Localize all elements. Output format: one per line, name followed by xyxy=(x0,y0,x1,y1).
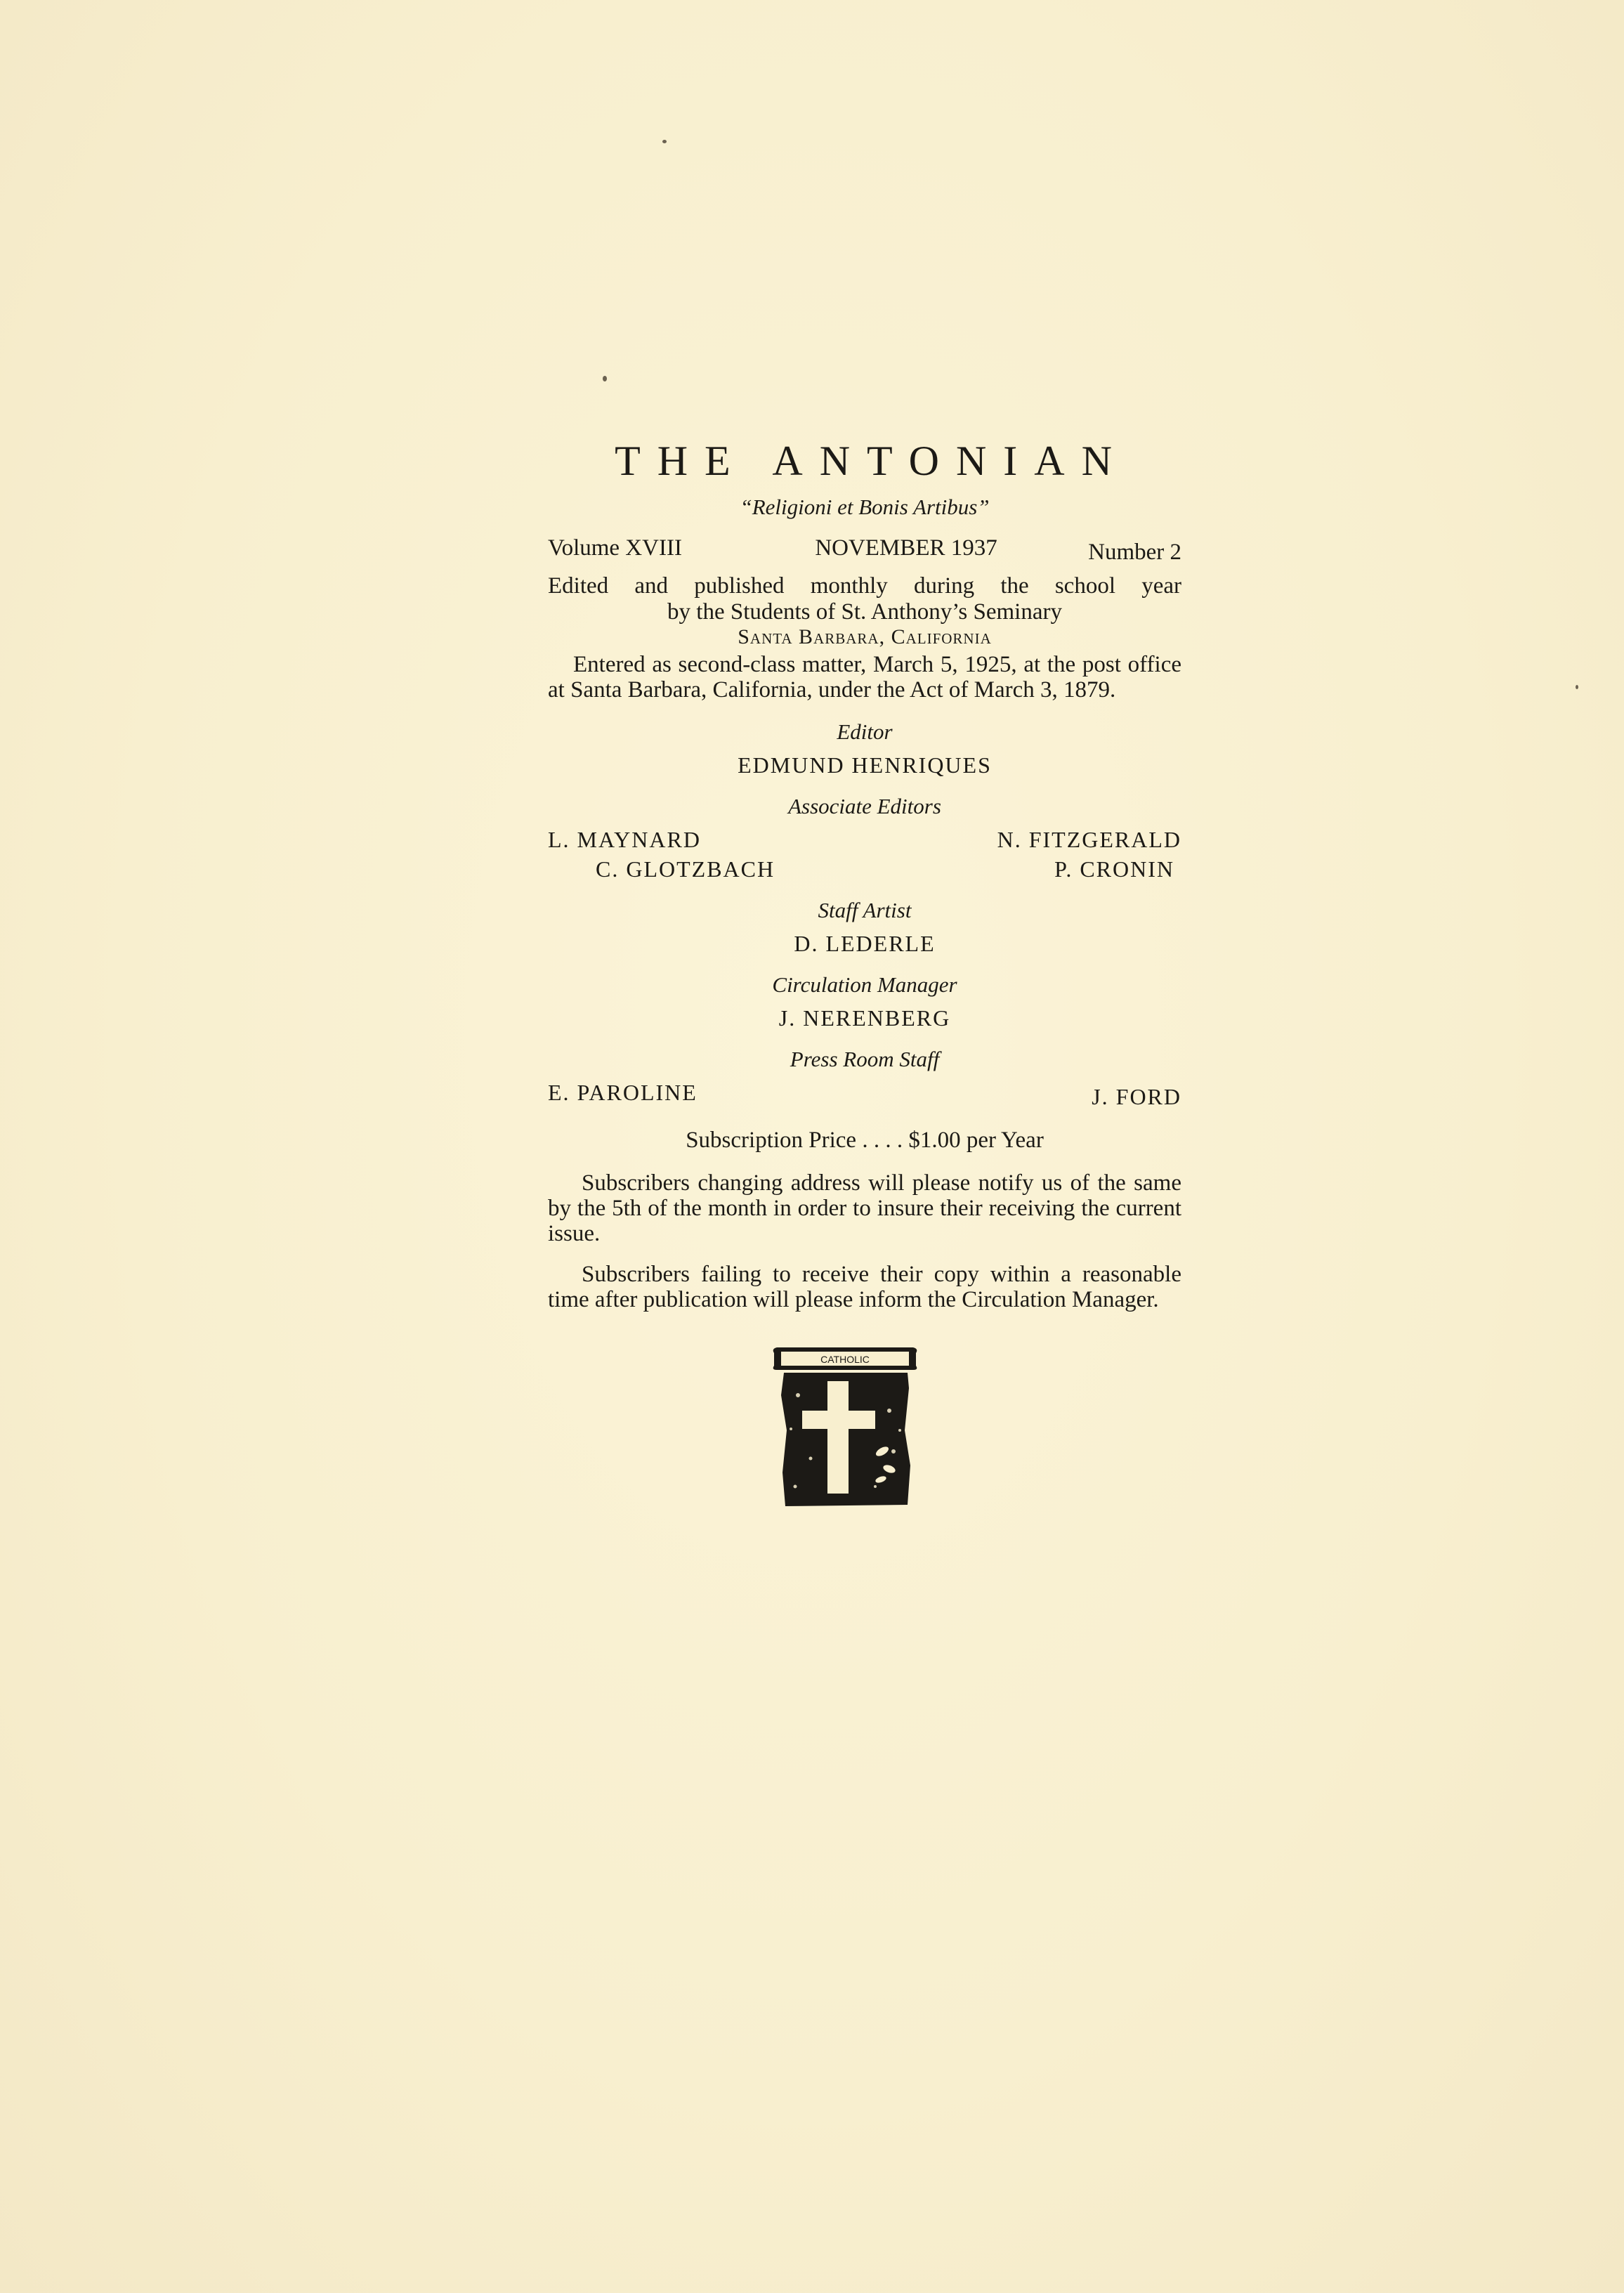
issue-date: NOVEMBER 1937 xyxy=(815,535,997,561)
issue-number: Number 2 xyxy=(1088,540,1181,565)
volume-label: Volume XVIII xyxy=(548,535,682,561)
press-room-staff-row xyxy=(548,1078,1181,1111)
circulation-manager-name: J. NERENBERG xyxy=(778,1005,951,1031)
associate-editors-row-1 xyxy=(548,825,1181,854)
postal-entry-notice: Entered as second-class matter, March 5, 1925, at the post office at Santa Barbara, California, under the Act of March 3, 1879. xyxy=(548,652,1181,703)
motto: “Religioni et Bonis Artibus” xyxy=(740,495,990,519)
paper-speck xyxy=(603,376,607,381)
associate-editor-name: C. GLOTZBACH xyxy=(596,856,775,882)
emblem-banner-text: CATHOLIC xyxy=(820,1354,870,1365)
press-room-staff-heading: Press Room Staff xyxy=(790,1047,940,1071)
staff-artist-name: D. LEDERLE xyxy=(794,931,936,956)
publication-title: THE ANTONIAN xyxy=(615,438,1129,484)
associate-editor-name: P. CRONIN xyxy=(1054,856,1174,882)
address-change-notice: Subscribers changing address will please notify us of the same by the 5th of the month in order to insure their receiving the current issue. xyxy=(548,1170,1181,1246)
masthead-block xyxy=(548,436,1181,1312)
press-room-staff-name: J. FORD xyxy=(1092,1084,1181,1109)
staff-artist-heading: Staff Artist xyxy=(818,898,912,922)
paper-speck xyxy=(1576,685,1578,689)
subscription-price: Subscription Price . . . . $1.00 per Year xyxy=(686,1128,1044,1153)
missing-copy-notice: Subscribers failing to receive their copy within a reasonable time after publication will please inform the Circulation Manager. xyxy=(548,1262,1181,1312)
publisher-line: by the Students of St. Anthony’s Seminary xyxy=(667,599,1062,625)
associate-editor-name: L. MAYNARD xyxy=(548,827,701,852)
paper-speck xyxy=(662,140,667,143)
cross-emblem-icon xyxy=(770,1346,920,1509)
associate-editors-heading: Associate Editors xyxy=(788,794,941,818)
press-room-staff-name: E. PAROLINE xyxy=(548,1080,698,1105)
editor-heading: Editor xyxy=(837,719,893,744)
publisher-location: Santa Barbara, California xyxy=(738,625,992,648)
associate-editor-name: N. FITZGERALD xyxy=(997,827,1181,852)
editor-name: EDMUND HENRIQUES xyxy=(738,752,992,778)
publication-statement: Edited and published monthly during the school year xyxy=(548,573,1181,599)
issue-info-row xyxy=(548,533,1181,568)
associate-editors-row-2 xyxy=(548,854,1181,884)
circulation-manager-heading: Circulation Manager xyxy=(772,972,957,997)
